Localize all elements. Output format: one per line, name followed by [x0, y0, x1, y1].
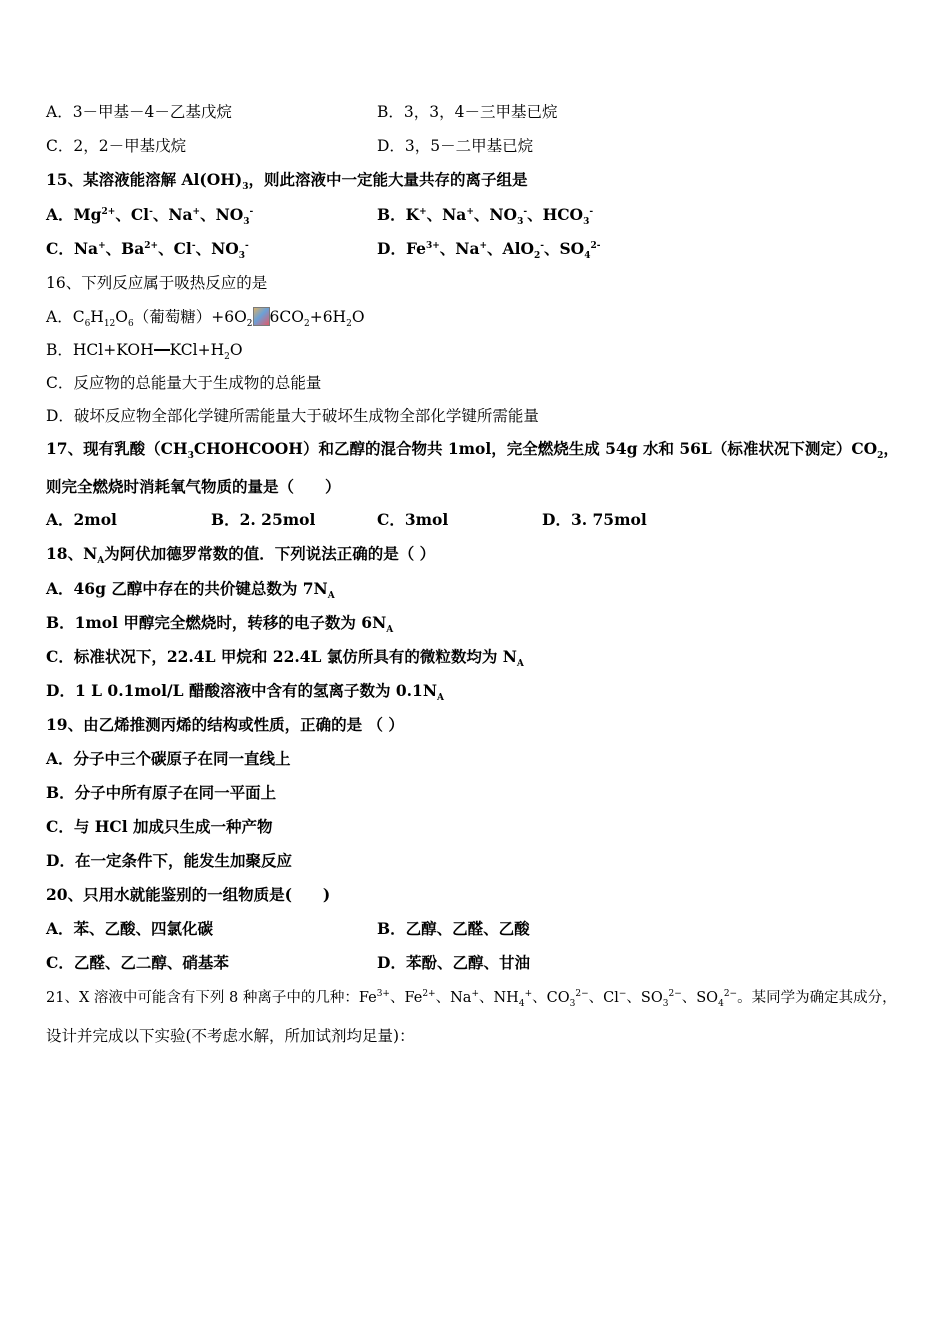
q19-stem: 19、由乙烯推测丙烯的结构或性质，正确的是 （ ）	[46, 715, 404, 734]
q20-stem: 20、只用水就能鉴别的一组物质是( )	[46, 885, 331, 904]
q14-option-a: A．3－甲基－4－乙基戊烷	[46, 103, 232, 121]
equals-bar-icon	[154, 349, 170, 351]
q15-option-b: B．K+、Na+、$NO_3^-$、$HCO_3^-$	[377, 205, 594, 228]
q20-option-c: C．乙醛、乙二醇、硝基苯	[46, 953, 229, 972]
q21-stem-line2: 设计并完成以下实验(不考虑水解，所加试剂均足量)：	[46, 1027, 415, 1045]
q17-option-c: C．3mol	[377, 510, 449, 529]
q19-option-c: C．与 HCl 加成只生成一种产物	[46, 817, 273, 836]
q16-stem: 16、下列反应属于吸热反应的是	[46, 274, 268, 292]
q17-stem-line1: 17、现有乳酸$(CH_3CHOHCOOH)$和乙醇的混合物共 1mol，完全燃烧生成 54g 水和 56L（标准状况下测定）$CO_2$，	[46, 439, 899, 462]
q17-stem-line2: 则完全燃烧时消耗氧气物质的量是（ ）	[46, 477, 341, 496]
q18-option-c: C．标准状况下，22.4L 甲烷和 22.4L 氯仿所具有的微粒数均为 $N_A$	[46, 647, 524, 670]
q16-option-a: A．$C_6H_{12}O_6$（葡萄糖）$+6O_2$ $6CO_2+6H_2O$	[46, 308, 365, 330]
q15-option-c: C．Na+、$Ba^{2+}$、Cl-、$NO_3^-$	[46, 239, 249, 262]
q20-option-b: B．乙醇、乙醛、乙酸	[377, 919, 530, 938]
q14-option-b: B．3，3，4－三甲基已烷	[377, 103, 558, 121]
q21-stem-line1: 21、X 溶液中可能含有下列 8 种离子中的几种：$Fe^{3+}$、$Fe^{2+}$、Na+、$NH_4^+$、$CO_3^{2-}$、Cl−、$SO_3^{2-}$、$SO_4^{2-}$。某同学为确定其成分，	[46, 989, 897, 1009]
q15-stem: 15、某溶液能溶解 $Al(OH)_3$，则此溶液中一定能大量共存的离子组是	[46, 170, 528, 193]
q17-option-a: A．2mol	[46, 510, 117, 529]
q14-option-d: D．3，5－二甲基已烷	[377, 137, 534, 155]
q18-option-a: A．46g 乙醇中存在的共价键总数为 $7N_A$	[46, 579, 335, 602]
q18-option-b: B．1mol 甲醇完全燃烧时，转移的电子数为 $6N_A$	[46, 613, 394, 636]
q19-option-a: A．分子中三个碳原子在同一直线上	[46, 749, 291, 768]
q20-option-d: D．苯酚、乙醇、甘油	[377, 953, 530, 972]
q18-stem: 18、$N_A$为阿伏加德罗常数的值．下列说法正确的是（ ）	[46, 544, 436, 567]
q17-option-d: D．3. 75mol	[542, 510, 647, 529]
reaction-condition-image	[253, 307, 270, 326]
q14-option-c: C．2，2－甲基戊烷	[46, 137, 187, 155]
q16-option-d: D．破坏反应物全部化学键所需能量大于破坏生成物全部化学键所需能量	[46, 407, 539, 425]
q19-option-d: D．在一定条件下，能发生加聚反应	[46, 851, 292, 870]
q17-option-b: B．2. 25mol	[211, 510, 316, 529]
q19-option-b: B．分子中所有原子在同一平面上	[46, 783, 277, 802]
q15-option-a: A．$Mg^{2+}$、Cl-、Na+、$NO_3^-$	[46, 205, 254, 228]
q20-option-a: A．苯、乙酸、四氯化碳	[46, 919, 214, 938]
q16-option-b: B．HCl+KOH $KCl+H_2O$	[46, 341, 243, 363]
q18-option-d: D．1 L 0.1mol/L 醋酸溶液中含有的氢离子数为 $0.1N_A$	[46, 681, 444, 704]
q15-option-d: D．$Fe^{3+}$、Na+、AlO$_2$-、$SO_4^{2-}$	[377, 239, 601, 262]
q16-option-c: C．反应物的总能量大于生成物的总能量	[46, 374, 322, 392]
